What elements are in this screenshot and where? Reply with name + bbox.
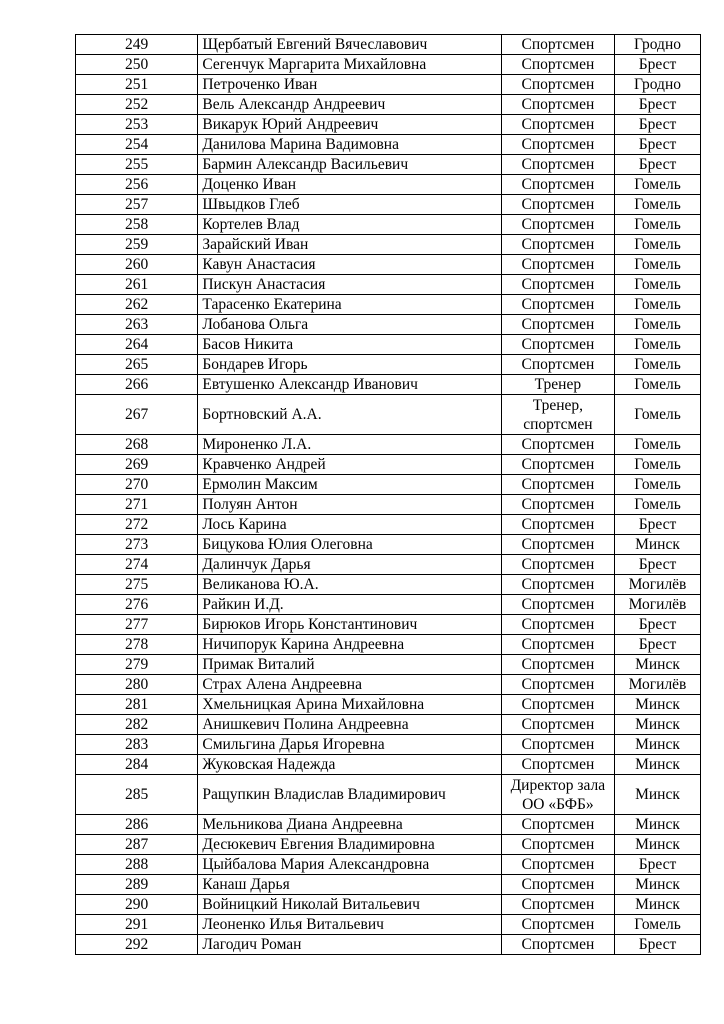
participant-name-cell: Данилова Марина Вадимовна [198,135,501,155]
participant-name-cell: Бондарев Игорь [198,355,501,375]
role-cell: Спортсмен [501,675,614,695]
table-row [76,275,701,295]
role-cell: Спортсмен [501,335,614,355]
table-row [76,915,701,935]
participant-name-cell: Жуковская Надежда [198,755,501,775]
table-row [76,615,701,635]
row-number-cell: 270 [76,475,198,495]
row-number-cell: 253 [76,115,198,135]
table-row [76,235,701,255]
participant-name-cell: Страх Алена Андреевна [198,675,501,695]
table-row [76,515,701,535]
table-row [76,475,701,495]
row-number-cell: 287 [76,835,198,855]
participant-name-cell: Тарасенко Екатерина [198,295,501,315]
table-row [76,155,701,175]
city-cell: Минск [615,695,701,715]
role-cell: Спортсмен [501,835,614,855]
row-number-cell: 279 [76,655,198,675]
participant-name-cell: Бирюков Игорь Константинович [198,615,501,635]
city-cell: Гомель [615,355,701,375]
role-cell: Спортсмен [501,575,614,595]
row-number-cell: 252 [76,95,198,115]
city-cell: Брест [615,515,701,535]
city-cell: Гомель [615,495,701,515]
participant-name-cell: Щербатый Евгений Вячеславович [198,35,501,55]
role-cell: Спортсмен [501,715,614,735]
role-cell: Спортсмен [501,595,614,615]
role-cell: Спортсмен [501,935,614,955]
table-row [76,215,701,235]
role-cell: Спортсмен [501,515,614,535]
role-cell: Спортсмен [501,895,614,915]
row-number-cell: 284 [76,755,198,775]
row-number-cell: 258 [76,215,198,235]
row-number-cell: 265 [76,355,198,375]
row-number-cell: 291 [76,915,198,935]
city-cell: Гродно [615,75,701,95]
role-cell: Спортсмен [501,95,614,115]
table-row [76,695,701,715]
row-number-cell: 251 [76,75,198,95]
table-row [76,575,701,595]
city-cell: Могилёв [615,675,701,695]
participant-name-cell: Примак Виталий [198,655,501,675]
city-cell: Брест [615,95,701,115]
role-cell: Спортсмен [501,635,614,655]
city-cell: Гомель [615,435,701,455]
participant-name-cell: Мельникова Диана Андреевна [198,815,501,835]
role-cell: Спортсмен [501,655,614,675]
row-number-cell: 276 [76,595,198,615]
role-cell: Спортсмен [501,695,614,715]
role-cell: Спортсмен [501,495,614,515]
role-cell: Спортсмен [501,855,614,875]
table-row [76,395,701,435]
row-number-cell: 249 [76,35,198,55]
row-number-cell: 282 [76,715,198,735]
row-number-cell: 266 [76,375,198,395]
participant-name-cell: Петроченко Иван [198,75,501,95]
city-cell: Гомель [615,375,701,395]
row-number-cell: 280 [76,675,198,695]
table-row [76,855,701,875]
row-number-cell: 262 [76,295,198,315]
role-cell: Спортсмен [501,435,614,455]
table-row [76,935,701,955]
city-cell: Гомель [615,455,701,475]
city-cell: Минск [615,835,701,855]
participant-name-cell: Лось Карина [198,515,501,535]
table-row [76,335,701,355]
role-cell: Спортсмен [501,455,614,475]
participant-name-cell: Хмельницкая Арина Михайловна [198,695,501,715]
city-cell: Минск [615,735,701,755]
role-cell: Директор зала ОО «БФБ» [501,775,614,815]
table-row [76,775,701,815]
city-cell: Брест [615,55,701,75]
row-number-cell: 257 [76,195,198,215]
participant-name-cell: Десюкевич Евгения Владимировна [198,835,501,855]
row-number-cell: 261 [76,275,198,295]
table-row [76,295,701,315]
role-cell: Спортсмен [501,135,614,155]
role-cell: Спортсмен [501,735,614,755]
role-cell: Спортсмен [501,475,614,495]
participant-name-cell: Сегенчук Маргарита Михайловна [198,55,501,75]
row-number-cell: 271 [76,495,198,515]
city-cell: Минск [615,655,701,675]
role-cell: Спортсмен [501,75,614,95]
table-row [76,455,701,475]
table-row [76,835,701,855]
role-cell: Спортсмен [501,615,614,635]
role-cell: Спортсмен [501,755,614,775]
role-cell: Спортсмен [501,255,614,275]
table-row [76,75,701,95]
row-number-cell: 288 [76,855,198,875]
city-cell: Гомель [615,335,701,355]
row-number-cell: 260 [76,255,198,275]
participant-name-cell: Бортновский А.А. [198,395,501,435]
participant-name-cell: Мироненко Л.А. [198,435,501,455]
city-cell: Минск [615,815,701,835]
city-cell: Минск [615,895,701,915]
table-row [76,875,701,895]
roster-table [75,34,701,955]
participant-name-cell: Пискун Анастасия [198,275,501,295]
role-cell: Спортсмен [501,555,614,575]
participant-name-cell: Викарук Юрий Андреевич [198,115,501,135]
participant-name-cell: Войницкий Николай Витальевич [198,895,501,915]
table-row [76,435,701,455]
row-number-cell: 283 [76,735,198,755]
city-cell: Гомель [615,295,701,315]
role-cell: Спортсмен [501,355,614,375]
role-cell: Спортсмен [501,915,614,935]
table-row [76,655,701,675]
participant-name-cell: Ермолин Максим [198,475,501,495]
role-cell: Спортсмен [501,235,614,255]
city-cell: Минск [615,775,701,815]
table-row [76,715,701,735]
table-row [76,635,701,655]
row-number-cell: 263 [76,315,198,335]
participant-name-cell: Райкин И.Д. [198,595,501,615]
role-cell: Спортсмен [501,155,614,175]
city-cell: Брест [615,135,701,155]
row-number-cell: 274 [76,555,198,575]
row-number-cell: 269 [76,455,198,475]
role-cell: Спортсмен [501,535,614,555]
row-number-cell: 292 [76,935,198,955]
participant-name-cell: Полуян Антон [198,495,501,515]
row-number-cell: 275 [76,575,198,595]
participant-name-cell: Леоненко Илья Витальевич [198,915,501,935]
role-cell: Спортсмен [501,315,614,335]
city-cell: Брест [615,635,701,655]
city-cell: Брест [615,615,701,635]
participant-name-cell: Анишкевич Полина Андреевна [198,715,501,735]
table-row [76,95,701,115]
roster-table-body [76,35,701,955]
table-row [76,315,701,335]
participant-name-cell: Смильгина Дарья Игоревна [198,735,501,755]
row-number-cell: 281 [76,695,198,715]
table-row [76,135,701,155]
city-cell: Гомель [615,275,701,295]
city-cell: Минск [615,715,701,735]
participant-name-cell: Басов Никита [198,335,501,355]
participant-name-cell: Швыдков Глеб [198,195,501,215]
role-cell: Спортсмен [501,215,614,235]
city-cell: Гомель [615,395,701,435]
participant-name-cell: Лобанова Ольга [198,315,501,335]
table-row [76,555,701,575]
city-cell: Брест [615,855,701,875]
city-cell: Могилёв [615,575,701,595]
row-number-cell: 273 [76,535,198,555]
participant-name-cell: Кавун Анастасия [198,255,501,275]
city-cell: Гомель [615,175,701,195]
role-cell: Спортсмен [501,195,614,215]
city-cell: Гомель [615,235,701,255]
participant-name-cell: Цыйбалова Мария Александровна [198,855,501,875]
role-cell: Спортсмен [501,175,614,195]
city-cell: Гомель [615,315,701,335]
city-cell: Гомель [615,255,701,275]
row-number-cell: 267 [76,395,198,435]
city-cell: Брест [615,155,701,175]
table-row [76,495,701,515]
city-cell: Гродно [615,35,701,55]
table-row [76,115,701,135]
row-number-cell: 250 [76,55,198,75]
city-cell: Брест [615,935,701,955]
row-number-cell: 285 [76,775,198,815]
row-number-cell: 264 [76,335,198,355]
participant-name-cell: Лагодич Роман [198,935,501,955]
table-row [76,675,701,695]
row-number-cell: 278 [76,635,198,655]
participant-name-cell: Бицукова Юлия Олеговна [198,535,501,555]
row-number-cell: 290 [76,895,198,915]
row-number-cell: 289 [76,875,198,895]
city-cell: Минск [615,535,701,555]
role-cell: Спортсмен [501,55,614,75]
role-cell: Спортсмен [501,115,614,135]
row-number-cell: 277 [76,615,198,635]
role-cell: Спортсмен [501,875,614,895]
participant-name-cell: Бармин Александр Васильевич [198,155,501,175]
role-cell: Тренер [501,375,614,395]
table-row [76,55,701,75]
participant-name-cell: Вель Александр Андреевич [198,95,501,115]
participant-name-cell: Доценко Иван [198,175,501,195]
table-row [76,815,701,835]
row-number-cell: 286 [76,815,198,835]
participant-name-cell: Кортелев Влад [198,215,501,235]
city-cell: Могилёв [615,595,701,615]
city-cell: Гомель [615,475,701,495]
role-cell: Спортсмен [501,815,614,835]
row-number-cell: 254 [76,135,198,155]
row-number-cell: 255 [76,155,198,175]
city-cell: Минск [615,755,701,775]
city-cell: Гомель [615,195,701,215]
table-row [76,255,701,275]
table-row [76,735,701,755]
participant-name-cell: Канаш Дарья [198,875,501,895]
city-cell: Гомель [615,215,701,235]
participant-name-cell: Великанова Ю.А. [198,575,501,595]
participant-name-cell: Зарайский Иван [198,235,501,255]
table-row [76,595,701,615]
table-row [76,375,701,395]
role-cell: Спортсмен [501,295,614,315]
row-number-cell: 268 [76,435,198,455]
city-cell: Минск [615,875,701,895]
table-row [76,895,701,915]
table-row [76,35,701,55]
row-number-cell: 259 [76,235,198,255]
table-row [76,535,701,555]
table-row [76,355,701,375]
table-row [76,195,701,215]
participant-name-cell: Ращупкин Владислав Владимирович [198,775,501,815]
participant-name-cell: Далинчук Дарья [198,555,501,575]
city-cell: Гомель [615,915,701,935]
role-cell: Тренер, спортсмен [501,395,614,435]
participant-name-cell: Евтушенко Александр Иванович [198,375,501,395]
city-cell: Брест [615,555,701,575]
role-cell: Спортсмен [501,275,614,295]
row-number-cell: 256 [76,175,198,195]
row-number-cell: 272 [76,515,198,535]
table-row [76,755,701,775]
participant-name-cell: Кравченко Андрей [198,455,501,475]
table-row [76,175,701,195]
role-cell: Спортсмен [501,35,614,55]
city-cell: Брест [615,115,701,135]
participant-name-cell: Ничипорук Карина Андреевна [198,635,501,655]
